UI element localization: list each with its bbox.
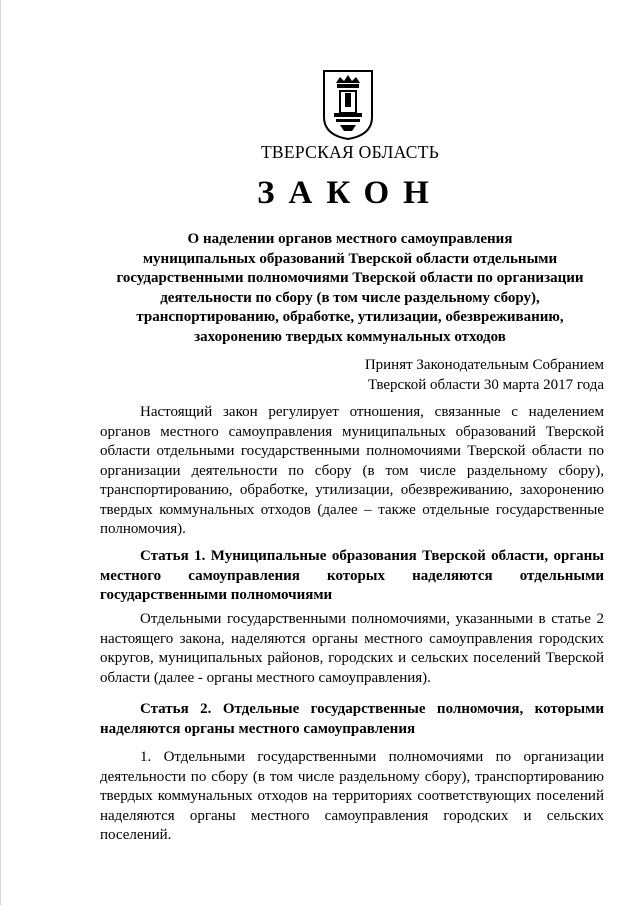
heading-line: Статья 2. Отдельные государственные полномочия, которыми bbox=[140, 701, 604, 717]
heading-line: Статья 1. Муниципальные образования Тверской области, органы bbox=[140, 548, 604, 564]
adoption-line: Тверской области 30 марта 2017 года bbox=[367, 376, 604, 393]
text-line: твердых коммунальных отходов на территориях соответствующих поселений bbox=[100, 788, 604, 804]
article-1-text bbox=[100, 610, 604, 688]
title-line: муниципальных образований Тверской области отдельными bbox=[142, 250, 558, 267]
text-line: области отдельными государственными полномочиями Тверской области по bbox=[100, 443, 604, 459]
adoption-note bbox=[365, 356, 604, 395]
title-line: захоронению твердых коммунальных отходов bbox=[194, 328, 506, 345]
article-2-heading bbox=[100, 700, 604, 739]
text-line: Настоящий закон регулирует отношения, связанные с наделением bbox=[140, 404, 604, 420]
title-line: транспортированию, обработке, утилизации, обезвреживанию, bbox=[136, 309, 564, 325]
law-title bbox=[100, 230, 600, 347]
adoption-line: Принят Законодательным Собранием bbox=[364, 357, 604, 373]
text-line: Отдельными государственными полномочиями, указанными в статье 2 bbox=[140, 611, 604, 627]
text-line: твердых коммунальных отходов (далее – также отдельные государственные bbox=[100, 501, 604, 518]
text-line: поселений. bbox=[100, 827, 172, 843]
preamble-paragraph bbox=[100, 403, 604, 540]
document-type: ЗАКОН bbox=[257, 175, 443, 211]
text-line: транспортированию, обработке, утилизации, обезвреживанию, захоронению bbox=[100, 482, 604, 498]
text-line: организации деятельности по сбору (в том числе раздельному сбору), bbox=[100, 462, 604, 479]
text-line: деятельности по сбору (в том числе раздельному сбору), транспортированию bbox=[100, 768, 604, 785]
article-2-text bbox=[100, 748, 604, 846]
text-line: органов местного самоуправления муниципальных образований Тверской bbox=[100, 423, 604, 440]
coat-of-arms-emblem bbox=[322, 69, 374, 141]
text-line: 1. Отдельными государственными полномочиями по организации bbox=[140, 749, 604, 765]
title-line: деятельности по сбору (в том числе раздельному сбору), bbox=[160, 289, 540, 306]
scan-edge-line bbox=[0, 0, 1, 905]
text-line: настоящего закона, наделяются органы местного самоуправления городских bbox=[100, 630, 604, 647]
heading-line: местного самоуправления которых наделяются отдельными bbox=[100, 567, 604, 584]
article-1-heading bbox=[100, 547, 604, 606]
text-line: области (далее - органы местного самоуправления). bbox=[100, 669, 431, 686]
region-name: ТВЕРСКАЯ ОБЛАСТЬ bbox=[260, 142, 440, 162]
heading-line: государственными полномочиями bbox=[100, 587, 333, 603]
title-line: О наделении органов местного самоуправления bbox=[187, 231, 513, 247]
text-line: полномочия). bbox=[100, 521, 186, 537]
text-line: округов, муниципальных районов, городских и сельских поселений Тверской bbox=[100, 650, 604, 666]
heading-line: наделяются органы местного самоуправления bbox=[100, 720, 416, 737]
title-line: государственными полномочиями Тверской области по организации bbox=[116, 270, 584, 286]
text-line: наделяются органы местного самоуправления городских и сельских bbox=[100, 807, 604, 824]
